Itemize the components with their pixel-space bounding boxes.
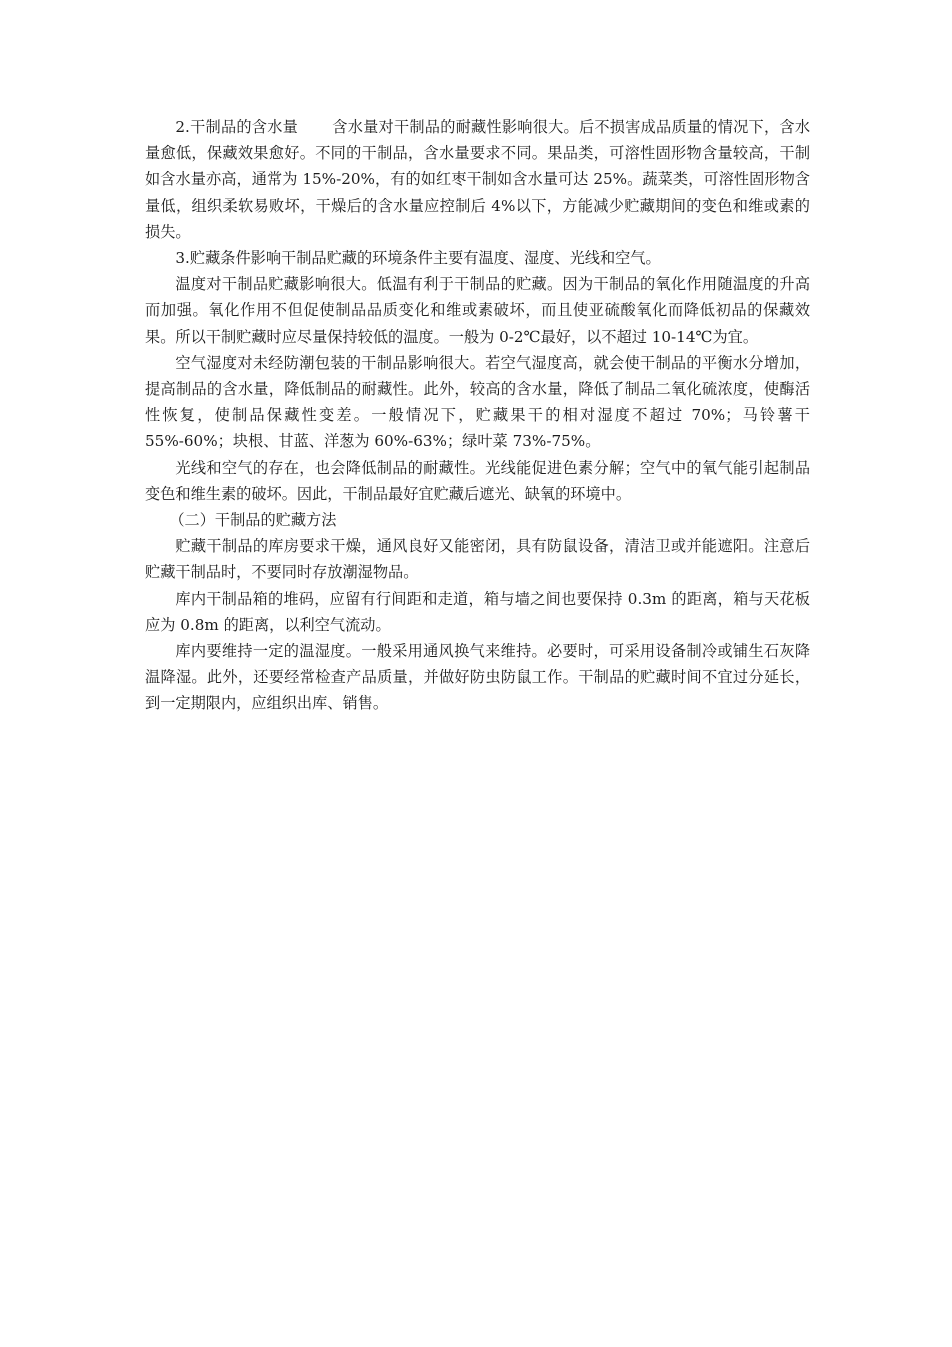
paragraph-humidity: 空气湿度对未经防潮包装的干制品影响很大。若空气湿度高，就会使干制品的平衡水分增加，提高制品的含水量，降低制品的耐藏性。此外，较高的含水量，降低了制品二氧化硫浓度，使酶活性恢复，使制品保藏性变差。一般情况下，贮藏果干的相对湿度不超过 70%；马铃薯干 55%-60%；块根、甘蓝、洋葱为 60%-63%；绿叶菜 73%-75%。 [145,353,810,451]
paragraph-text: 含水量对干制品的耐藏性影响很大。后不损害成品质量的情况下，含水量愈低，保藏效果愈好。不同的干制品，含水量要求不同。果品类，可溶性固形物含量较高，干制如含水量亦高，通常为 15%-20%，有的如红枣干制如含水量可达 25%。蔬菜类，可溶性固形物含量低，组织柔软易败坏，干燥后的含水量应控制后 4%以下，方能减少贮藏期间的变色和维或素的损失。 [145,118,811,241]
document-body [145,114,810,717]
section-heading-storage-method: （二）干制品的贮藏方法 [169,511,337,530]
paragraph-storage-conditions: 3.贮藏条件影响干制品贮藏的环境条件主要有温度、湿度、光线和空气。 [175,249,661,268]
paragraph-light-air: 光线和空气的存在，也会降低制品的耐藏性。光线能促进色素分解；空气中的氧气能引起制品变色和维生素的破坏。因此，干制品最好宜贮藏后遮光、缺氧的环境中。 [145,458,810,503]
section-title-moisture: 2.干制品的含水量 [175,118,299,136]
paragraph-stacking: 库内干制品箱的堆码，应留有行间距和走道，箱与墙之间也要保持 0.3m 的距离，箱与天花板应为 0.8m 的距离，以利空气流动。 [145,589,810,634]
paragraph-moisture-content [145,114,810,245]
paragraph-maintenance: 库内要维持一定的温湿度。一般采用通风换气来维持。必要时，可采用设备制冷或铺生石灰降温降湿。此外，还要经常检查产品质量，并做好防虫防鼠工作。干制品的贮藏时间不宜过分延长，到一定期限内，应组织出库、销售。 [145,642,810,713]
paragraph-warehouse: 贮藏干制品的库房要求干燥，通风良好又能密闭，具有防鼠设备，清洁卫或并能遮阳。注意后贮藏干制品时，不要同时存放潮湿物品。 [145,537,810,582]
paragraph-temperature: 温度对干制品贮藏影响很大。低温有利于干制品的贮藏。因为干制品的氧化作用随温度的升高而加强。氧化作用不但促使制品品质变化和维或素破坏，而且使亚硫酸氧化而降低初品的保藏效果。所以干制贮藏时应尽量保持较低的温度。一般为 0-2℃最好，以不超过 10-14℃为宜。 [145,275,810,346]
